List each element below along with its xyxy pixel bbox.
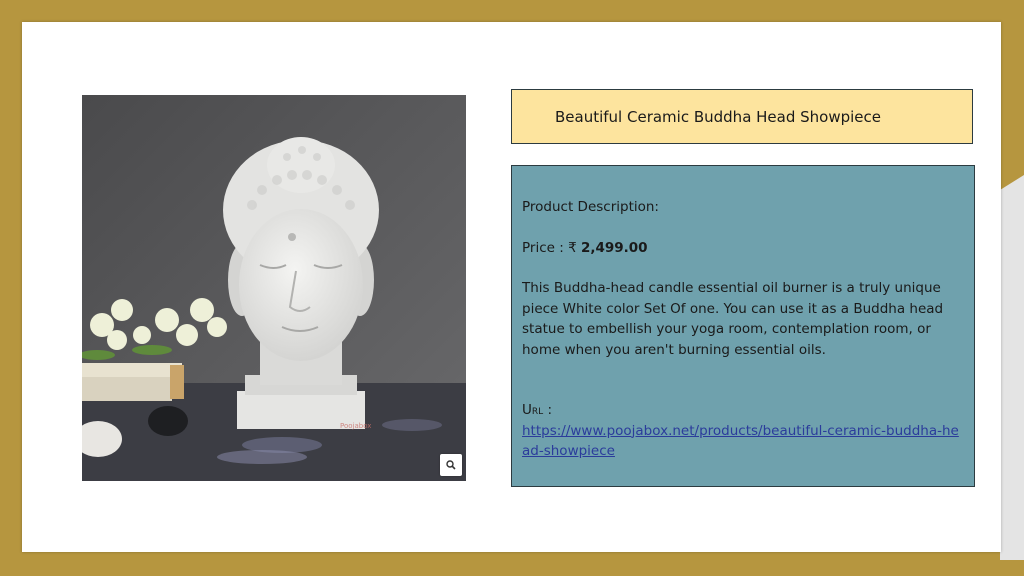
product-title-box bbox=[511, 89, 973, 144]
description-text: This Buddha-head candle essential oil burner is a truly unique piece White color Set Of one. You can use it as a Buddha head statue to embellish your yoga room, contemplation room, or home when you aren't burning essential oils. bbox=[522, 280, 944, 358]
svg-text:Poojabox: Poojabox bbox=[340, 422, 372, 430]
product-description-box bbox=[511, 165, 975, 487]
product-url-link[interactable]: https://www.poojabox.net/products/beautiful-ceramic-buddha-head-showpiece bbox=[522, 422, 959, 459]
product-image[interactable] bbox=[82, 95, 466, 481]
price-label: Price : ₹ bbox=[522, 239, 577, 256]
price-value: 2,499.00 bbox=[580, 239, 648, 256]
zoom-button[interactable] bbox=[440, 454, 462, 476]
price-line bbox=[522, 238, 964, 259]
description-label: Product Description: bbox=[522, 199, 659, 215]
product-title: Beautiful Ceramic Buddha Head Showpiece bbox=[555, 107, 882, 126]
url-label: Url : bbox=[522, 402, 552, 418]
search-icon bbox=[446, 460, 456, 470]
